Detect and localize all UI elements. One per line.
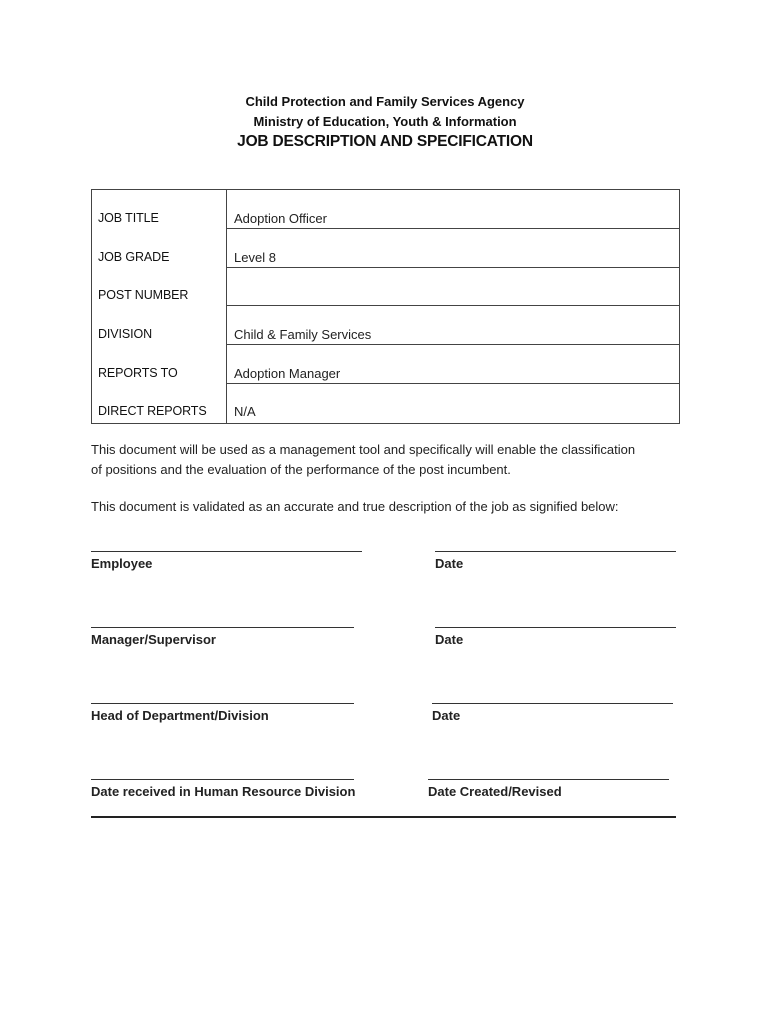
employee-label: Employee [91, 556, 153, 571]
hr-received-label: Date received in Human Resource Division [91, 784, 356, 799]
head-date-label: Date [432, 708, 461, 723]
job-info-table [91, 189, 680, 424]
manager-date-label: Date [435, 632, 464, 647]
date-created-line [428, 779, 669, 780]
document-title: JOB DESCRIPTION AND SPECIFICATION [237, 133, 533, 150]
employee-signature-line [91, 551, 362, 552]
manager-date-line [435, 627, 676, 628]
job-grade-value: Level 8 [234, 250, 276, 265]
purpose-paragraph [91, 440, 691, 480]
hr-received-line [91, 779, 354, 780]
reports-to-value: Adoption Manager [234, 366, 341, 381]
head-signature-line [91, 703, 354, 704]
employee-date-line [435, 551, 676, 552]
job-title-value: Adoption Officer [234, 211, 327, 226]
employee-date-label: Date [435, 556, 464, 571]
reports-to-label: REPORTS TO [98, 366, 178, 380]
direct-reports-label: DIRECT REPORTS [98, 404, 207, 418]
manager-label: Manager/Supervisor [91, 632, 216, 647]
table-row-divider [226, 344, 680, 345]
agency-name: Child Protection and Family Services Agency [245, 94, 525, 109]
division-value: Child & Family Services [234, 327, 372, 342]
head-date-line [432, 703, 673, 704]
ministry-name: Ministry of Education, Youth & Information [253, 114, 517, 129]
bottom-divider [91, 816, 676, 818]
head-of-department-label: Head of Department/Division [91, 708, 269, 723]
table-row-divider [226, 305, 680, 306]
table-row-divider [226, 383, 680, 384]
direct-reports-value: N/A [234, 404, 256, 419]
job-title-label: JOB TITLE [98, 211, 159, 225]
purpose-line-2: of positions and the evaluation of the performance of the post incumbent. [91, 462, 511, 477]
job-grade-label: JOB GRADE [98, 250, 170, 264]
post-number-label: POST NUMBER [98, 288, 189, 302]
table-column-divider [226, 189, 227, 424]
validation-paragraph: This document is validated as an accurate and true description of the job as signified below: [91, 499, 619, 514]
purpose-line-1: This document will be used as a management tool and specifically will enable the classification [91, 442, 636, 457]
table-row-divider [226, 228, 680, 229]
division-label: DIVISION [98, 327, 153, 341]
manager-signature-line [91, 627, 354, 628]
table-row-divider [226, 267, 680, 268]
date-created-label: Date Created/Revised [428, 784, 562, 799]
